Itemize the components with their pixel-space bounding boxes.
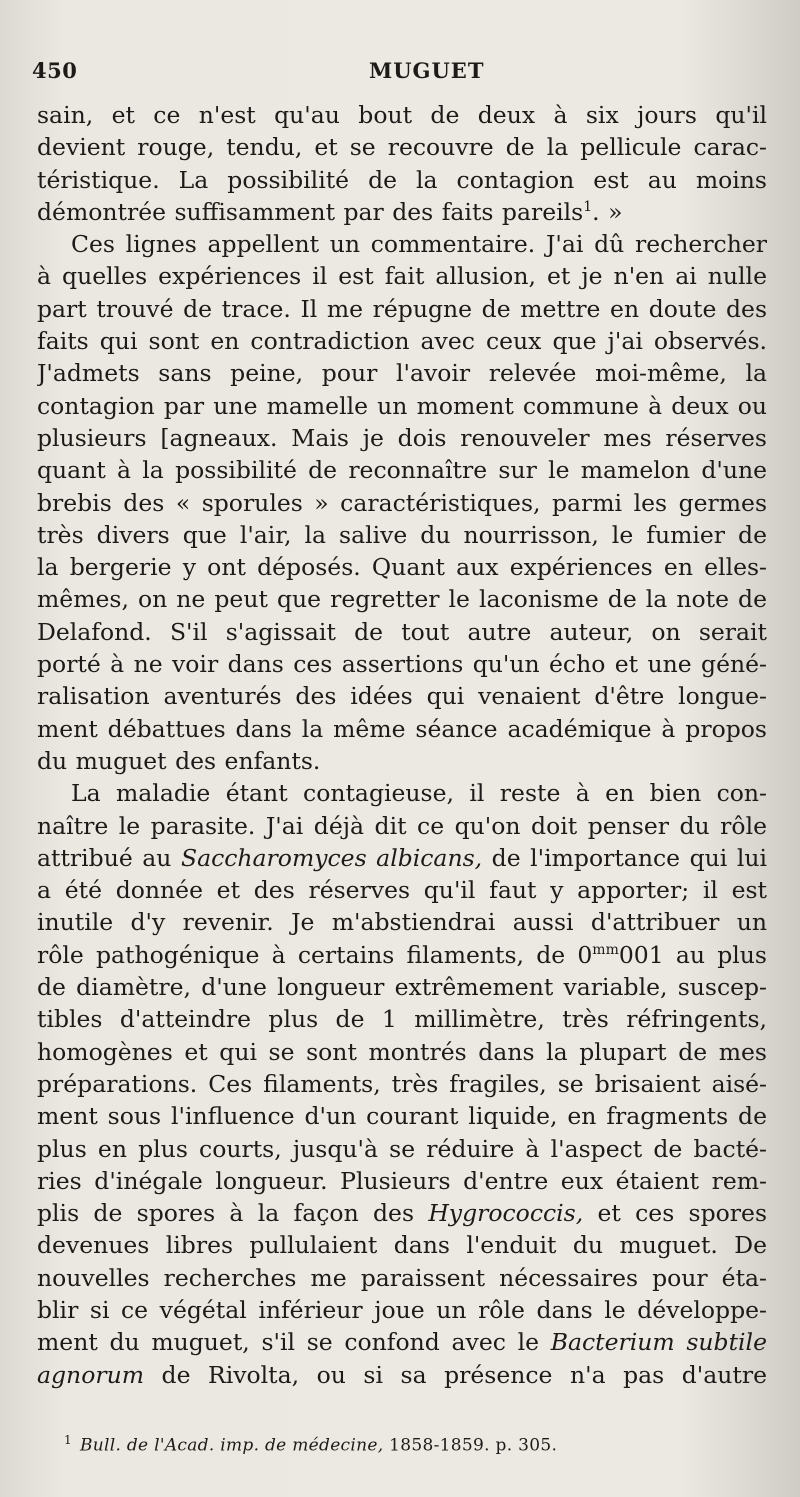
text-line	[37, 1197, 767, 1229]
text-segment: de Rivolta, ou si sa présence n'a pas d'autre	[144, 1360, 767, 1389]
text-line	[37, 1262, 767, 1294]
text-segment: de diamètre, d'une longueur extrêmement variable, suscep-	[37, 973, 767, 1002]
text-segment: et ces spores	[583, 1199, 767, 1228]
text-line	[37, 293, 767, 325]
text-segment: homogènes et qui se sont montrés dans la plupart de mes	[37, 1037, 767, 1066]
text-line	[37, 325, 767, 357]
text-line	[37, 906, 767, 938]
body-text	[37, 99, 767, 1391]
running-title: MUGUET	[369, 58, 485, 83]
text-segment: ment débattues dans la même séance académique à propos	[37, 714, 767, 743]
text-line	[37, 713, 767, 745]
text-segment: part trouvé de trace. Il me répugne de mettre en doute des	[37, 294, 767, 323]
text-segment: attribué au	[37, 843, 181, 872]
text-line	[37, 357, 767, 389]
text-segment: très divers que l'air, la salive du nourrisson, le fumier de	[37, 520, 767, 549]
text-line	[37, 777, 767, 809]
text-line	[37, 228, 767, 260]
text-line	[37, 874, 767, 906]
text-segment: devient rouge, tendu, et se recouvre de la pellicule carac-	[37, 133, 767, 162]
footnote-marker: 1	[64, 1433, 72, 1447]
text-line	[37, 1068, 767, 1100]
text-segment: plusieurs [agneaux. Mais je dois renouveler mes réserves	[37, 423, 767, 452]
text-segment: Delafond. S'il s'agissait de tout autre auteur, on serait	[37, 617, 767, 646]
text-line	[37, 810, 767, 842]
text-segment: inutile d'y revenir. Je m'abstiendrai aussi d'attribuer un	[37, 908, 767, 937]
text-line	[37, 422, 767, 454]
italic-text: Saccharomyces albicans,	[180, 843, 483, 872]
text-segment: à quelles expériences il est fait allusion, et je n'en ai nulle	[37, 262, 767, 291]
text-segment: faits qui sont en contradiction avec ceux que j'ai observés.	[37, 327, 767, 356]
text-segment: de l'importance qui lui	[482, 843, 767, 872]
text-segment: J'admets sans peine, pour l'avoir relevée moi-même, la	[37, 359, 767, 388]
text-segment: ralisation aventurés des idées qui venaient d'être longue-	[37, 682, 767, 711]
text-segment: Ces lignes appellent un commentaire. J'ai dû rechercher	[71, 230, 767, 259]
text-segment: tibles d'atteindre plus de 1 millimètre, très réfringents,	[37, 1005, 767, 1034]
text-line	[37, 519, 767, 551]
text-segment: 001 au plus	[618, 940, 767, 969]
text-segment: préparations. Ces filaments, très fragiles, se brisaient aisé-	[37, 1069, 767, 1098]
italic-text: agnorum	[37, 1360, 144, 1389]
text-line	[37, 680, 767, 712]
text-line	[37, 196, 767, 228]
text-segment: naître le parasite. J'ai déjà dit ce qu'on doit penser du rôle	[37, 811, 767, 840]
text-line	[37, 454, 767, 486]
text-line	[37, 551, 767, 583]
page-number: 450	[32, 58, 78, 83]
text-segment: plus en plus courts, jusqu'à se réduire à l'aspect de bacté-	[37, 1134, 767, 1163]
text-segment: brebis des « sporules » caractéristiques, parmi les germes	[37, 488, 767, 517]
text-segment: porté à ne voir dans ces assertions qu'un écho et une géné-	[37, 650, 767, 679]
text-segment: démontrée suffisamment par des faits pareils	[37, 197, 584, 226]
text-segment: La maladie étant contagieuse, il reste à en bien con-	[71, 779, 767, 808]
page-header	[32, 58, 760, 88]
text-line	[37, 1100, 767, 1132]
text-segment: rôle pathogénique à certains filaments, de 0	[37, 940, 593, 969]
text-segment: ment du muguet, s'il se confond avec le	[37, 1328, 551, 1357]
footnote-details: 1858-1859. p. 305.	[383, 1435, 558, 1456]
text-line	[37, 260, 767, 292]
text-line	[37, 487, 767, 519]
text-line	[37, 971, 767, 1003]
text-line	[37, 616, 767, 648]
text-line	[37, 1003, 767, 1035]
text-segment: ries d'inégale longueur. Plusieurs d'entre eux étaient rem-	[37, 1166, 767, 1195]
text-line	[37, 390, 767, 422]
text-segment: a été donnée et des réserves qu'il faut y apporter; il est	[37, 876, 767, 905]
text-segment: devenues libres pullulaient dans l'enduit du muguet. De	[37, 1231, 767, 1260]
text-segment: sain, et ce n'est qu'au bout de deux à six jours qu'il	[37, 101, 767, 129]
text-line	[37, 939, 767, 971]
text-line	[37, 842, 767, 874]
text-segment: nouvelles recherches me paraissent nécessaires pour éta-	[37, 1263, 767, 1292]
text-line	[37, 583, 767, 615]
text-line	[37, 648, 767, 680]
text-line	[37, 99, 767, 131]
text-segment: téristique. La possibilité de la contagion est au moins	[37, 165, 767, 194]
text-segment: quant à la possibilité de reconnaître sur le mamelon d'une	[37, 456, 767, 485]
text-line	[37, 164, 767, 196]
text-line	[37, 745, 767, 777]
italic-text: Bacterium subtile	[550, 1328, 767, 1357]
footnote-source: Bull. de l'Acad. imp. de médecine,	[79, 1435, 384, 1456]
text-line	[37, 1294, 767, 1326]
text-segment: contagion par une mamelle un moment commune à deux ou	[37, 391, 767, 420]
superscript: mm	[592, 941, 619, 958]
text-segment: la bergerie y ont déposés. Quant aux expériences en elles-	[37, 553, 767, 582]
text-segment: plis de spores à la façon des	[37, 1199, 429, 1228]
text-segment: mêmes, on ne peut que regretter le laconisme de la note de	[37, 585, 767, 614]
text-line	[37, 1326, 767, 1358]
text-segment: blir si ce végétal inférieur joue un rôle dans le développe-	[37, 1295, 767, 1324]
text-segment: du muguet des enfants.	[37, 746, 321, 775]
footnote	[64, 1433, 557, 1456]
text-segment: . »	[592, 197, 623, 226]
text-segment: ment sous l'influence d'un courant liquide, en fragments de	[37, 1102, 767, 1131]
text-line	[37, 1229, 767, 1261]
text-line	[37, 1359, 767, 1391]
superscript: 1	[583, 199, 593, 216]
text-line	[37, 1133, 767, 1165]
text-line	[37, 1036, 767, 1068]
text-line	[37, 1165, 767, 1197]
text-line	[37, 131, 767, 163]
italic-text: Hygrococcis,	[428, 1199, 584, 1228]
